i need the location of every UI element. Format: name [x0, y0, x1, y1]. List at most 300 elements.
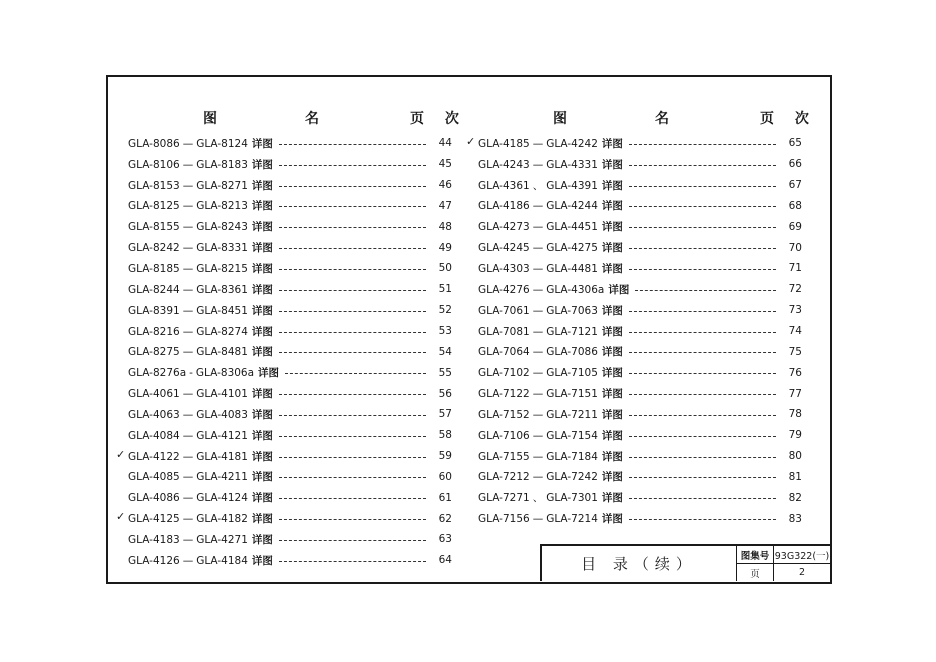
dot-leader [629, 457, 776, 458]
detail-label: 详图 [251, 533, 273, 546]
dot-leader [629, 206, 776, 207]
range-end: GLA-4181 [196, 450, 248, 463]
detail-label: 详图 [601, 492, 623, 505]
range-start: GLA-8275 [128, 346, 180, 359]
dot-leader [279, 144, 426, 145]
range-end: GLA-7184 [546, 450, 598, 463]
page-number: 49 [438, 241, 452, 254]
index-row [478, 154, 802, 175]
range-end: GLA-4306a [546, 283, 605, 296]
dot-leader [285, 373, 426, 374]
detail-label: 详图 [251, 471, 273, 484]
dot-leader [279, 477, 426, 478]
dot-leader [629, 332, 776, 333]
range-start: GLA-8086 [128, 137, 180, 150]
range-separator: — [182, 304, 194, 317]
drawing-range [128, 386, 273, 401]
check-mark: ✓ [116, 447, 126, 461]
dot-leader [629, 248, 776, 249]
range-start: GLA-8276a [128, 367, 187, 380]
drawing-range [478, 469, 623, 484]
range-start: GLA-4243 [478, 158, 530, 171]
index-row [478, 341, 802, 362]
page-number: 68 [788, 199, 802, 212]
check-mark: ✓ [466, 135, 476, 148]
drawing-range [478, 386, 623, 401]
index-row [128, 300, 452, 321]
page-number: 54 [438, 345, 452, 358]
dot-leader [279, 519, 426, 520]
index-row [128, 196, 452, 217]
page-number: 55 [438, 366, 452, 379]
range-start: GLA-4085 [128, 471, 180, 484]
drawing-range [478, 407, 623, 422]
drawing-range [128, 365, 279, 380]
drawing-range [478, 240, 623, 255]
page-number: 48 [438, 220, 452, 233]
dot-leader [279, 248, 426, 249]
range-end: GLA-4083 [196, 408, 248, 421]
drawing-range [478, 198, 623, 213]
range-start: GLA-8244 [128, 283, 180, 296]
index-row [128, 341, 452, 362]
page-number: 52 [438, 304, 452, 317]
range-separator: — [532, 346, 544, 359]
range-end: GLA-8274 [196, 325, 248, 338]
drawing-range [478, 261, 623, 276]
detail-label: 详图 [601, 200, 623, 213]
range-end: GLA-7242 [546, 471, 598, 484]
range-separator: — [182, 325, 194, 338]
range-separator: — [182, 554, 194, 567]
range-end: GLA-4124 [196, 492, 248, 505]
range-start: GLA-7271 [478, 492, 530, 505]
detail-label: 详图 [601, 179, 623, 192]
range-start: GLA-4125 [128, 513, 180, 526]
page-number: 57 [438, 408, 452, 421]
index-row [128, 529, 452, 550]
range-separator: — [532, 262, 544, 275]
left-header-name-char-1: 图 [203, 111, 217, 127]
range-end: GLA-7214 [546, 513, 598, 526]
range-start: GLA-7152 [478, 408, 530, 421]
range-end: GLA-8183 [196, 158, 248, 171]
drawing-range [128, 157, 273, 172]
dot-leader [629, 498, 776, 499]
range-separator: — [532, 367, 544, 380]
detail-label: 详图 [601, 429, 623, 442]
index-row [478, 175, 802, 196]
dot-leader [629, 477, 776, 478]
page-number: 83 [788, 512, 802, 525]
range-end: GLA-7105 [546, 367, 598, 380]
detail-label: 详图 [251, 242, 273, 255]
range-separator: — [182, 450, 194, 463]
dot-leader [629, 352, 776, 353]
left-header-name-char-2: 名 [305, 111, 319, 127]
left-index-column [116, 133, 452, 571]
drawing-range [478, 365, 623, 380]
dot-leader [629, 165, 776, 166]
index-row [128, 175, 452, 196]
range-end: GLA-7301 [546, 492, 598, 505]
drawing-range [128, 532, 273, 547]
detail-label: 详图 [251, 554, 273, 567]
page-number: 79 [788, 429, 802, 442]
dot-leader [629, 186, 776, 187]
drawing-range [128, 553, 273, 568]
title-block-title: 目 录（续） [542, 546, 737, 581]
dot-leader [279, 206, 426, 207]
range-end: GLA-4481 [546, 262, 598, 275]
drawing-range [478, 344, 623, 359]
index-row [128, 383, 452, 404]
range-separator: — [532, 325, 544, 338]
page-number: 47 [438, 199, 452, 212]
range-separator: — [532, 158, 544, 171]
range-separator: — [182, 200, 194, 213]
range-start: GLA-7106 [478, 429, 530, 442]
detail-label: 详图 [251, 158, 273, 171]
range-end: GLA-8215 [196, 262, 248, 275]
page-number: 63 [438, 533, 452, 546]
detail-label: 详图 [251, 513, 273, 526]
drawing-range [128, 240, 273, 255]
range-end: GLA-7151 [546, 388, 598, 401]
page-number: 61 [438, 491, 452, 504]
atlas-number-label: 图集号 [737, 546, 774, 564]
index-row [478, 383, 802, 404]
detail-label: 详图 [251, 492, 273, 505]
detail-label: 详图 [251, 450, 273, 463]
detail-label: 详图 [251, 408, 273, 421]
range-separator: — [532, 137, 544, 150]
drawing-range [128, 407, 273, 422]
range-separator: — [532, 304, 544, 317]
drawing-range [128, 282, 273, 297]
range-end: GLA-7121 [546, 325, 598, 338]
range-end: GLA-4211 [196, 471, 248, 484]
index-row [128, 362, 452, 383]
range-start: GLA-8216 [128, 325, 180, 338]
range-start: GLA-4063 [128, 408, 180, 421]
range-start: GLA-7212 [478, 471, 530, 484]
dot-leader [279, 457, 426, 458]
index-row [478, 425, 802, 446]
detail-label: 详图 [601, 262, 623, 275]
dot-leader [629, 415, 776, 416]
detail-label: 详图 [608, 283, 630, 296]
index-row [128, 237, 452, 258]
drawing-range [478, 324, 623, 339]
dot-leader [629, 394, 776, 395]
range-separator: — [182, 242, 194, 255]
page-number: 65 [788, 137, 802, 150]
range-end: GLA-8271 [196, 179, 248, 192]
range-start: GLA-8391 [128, 304, 180, 317]
detail-label: 详图 [251, 200, 273, 213]
range-start: GLA-7081 [478, 325, 530, 338]
drawing-range [128, 198, 273, 213]
page-number: 72 [788, 283, 802, 296]
drawing-range [478, 178, 623, 193]
detail-label: 详图 [258, 367, 280, 380]
index-row [478, 196, 802, 217]
page-number: 46 [438, 179, 452, 192]
range-end: GLA-4182 [196, 513, 248, 526]
range-start: GLA-8125 [128, 200, 180, 213]
range-start: GLA-8153 [128, 179, 180, 192]
range-separator: — [532, 450, 544, 463]
range-separator: - [189, 367, 193, 380]
dot-leader [629, 227, 776, 228]
detail-label: 详图 [601, 513, 623, 526]
range-separator: — [182, 492, 194, 505]
range-start: GLA-4185 [478, 137, 530, 150]
range-end: GLA-4242 [546, 137, 598, 150]
range-end: GLA-8306a [195, 367, 255, 380]
drawing-range [128, 490, 273, 505]
range-end: GLA-4121 [196, 429, 248, 442]
drawing-range [478, 449, 623, 464]
range-start: GLA-7102 [478, 367, 530, 380]
range-end: GLA-7211 [546, 408, 598, 421]
range-separator: — [182, 283, 194, 296]
detail-label: 详图 [251, 325, 273, 338]
detail-label: 详图 [601, 325, 623, 338]
detail-label: 详图 [251, 137, 273, 150]
range-end: GLA-4391 [546, 179, 598, 192]
range-separator: 、 [532, 179, 544, 192]
drawing-range [128, 303, 273, 318]
range-start: GLA-8242 [128, 242, 180, 255]
range-separator: — [532, 242, 544, 255]
page-number: 73 [788, 304, 802, 317]
drawing-range [128, 428, 273, 443]
index-row [128, 133, 452, 154]
drawing-range [128, 324, 273, 339]
detail-label: 详图 [251, 221, 273, 234]
range-separator: — [182, 408, 194, 421]
range-end: GLA-4271 [196, 533, 248, 546]
range-end: GLA-8481 [196, 346, 248, 359]
dot-leader [279, 540, 426, 541]
dot-leader [629, 436, 776, 437]
detail-label: 详图 [251, 429, 273, 442]
page-number: 69 [788, 220, 802, 233]
page-label: 页 [737, 564, 774, 581]
dot-leader [629, 519, 776, 520]
drawing-range [478, 219, 623, 234]
range-separator: — [182, 179, 194, 192]
index-row [478, 467, 802, 488]
index-row [478, 237, 802, 258]
title-block [540, 544, 830, 581]
range-separator: — [182, 533, 194, 546]
detail-label: 详图 [601, 408, 623, 421]
drawing-range [478, 511, 623, 526]
range-separator: — [182, 388, 194, 401]
page-number: 81 [788, 470, 802, 483]
drawing-range [478, 282, 629, 297]
dot-leader [279, 311, 426, 312]
range-start: GLA-4276 [478, 283, 530, 296]
range-end: GLA-7063 [546, 304, 598, 317]
detail-label: 详图 [251, 346, 273, 359]
index-row [478, 446, 802, 467]
range-separator: — [182, 513, 194, 526]
range-end: GLA-8331 [196, 242, 248, 255]
drawing-range [478, 157, 623, 172]
index-row [478, 300, 802, 321]
index-row [128, 216, 452, 237]
range-start: GLA-7156 [478, 513, 530, 526]
page-number: 76 [788, 366, 802, 379]
range-end: GLA-4451 [546, 221, 598, 234]
drawing-range [478, 490, 623, 505]
range-end: GLA-7086 [546, 346, 598, 359]
right-header-name-char-1: 图 [553, 111, 567, 127]
drawing-range [128, 344, 273, 359]
range-end: GLA-4275 [546, 242, 598, 255]
range-separator: — [182, 471, 194, 484]
page-number: 58 [438, 429, 452, 442]
detail-label: 详图 [601, 137, 623, 150]
range-start: GLA-7061 [478, 304, 530, 317]
range-start: GLA-7122 [478, 388, 530, 401]
drawing-range [128, 219, 273, 234]
page-number-value: 2 [798, 567, 806, 578]
index-row [478, 216, 802, 237]
range-separator: — [182, 137, 194, 150]
right-header-page: 页 次 [760, 111, 817, 127]
detail-label: 详图 [251, 179, 273, 192]
page-number: 71 [788, 262, 802, 275]
range-start: GLA-4245 [478, 242, 530, 255]
range-separator: — [532, 388, 544, 401]
page-number: 53 [438, 325, 452, 338]
dot-leader [279, 352, 426, 353]
page-number: 51 [438, 283, 452, 296]
page-number: 67 [788, 179, 802, 192]
dot-leader [279, 186, 426, 187]
dot-leader [629, 269, 776, 270]
page-number: 82 [788, 491, 802, 504]
page-number: 50 [438, 262, 452, 275]
range-start: GLA-8155 [128, 221, 180, 234]
range-end: GLA-8451 [196, 304, 248, 317]
range-start: GLA-8106 [128, 158, 180, 171]
range-end: GLA-4101 [196, 388, 248, 401]
index-row [478, 258, 802, 279]
range-separator: — [182, 346, 194, 359]
detail-label: 详图 [251, 283, 273, 296]
range-separator: — [182, 158, 194, 171]
range-separator: — [532, 429, 544, 442]
detail-label: 详图 [601, 367, 623, 380]
drawing-range [128, 469, 273, 484]
range-start: GLA-4084 [128, 429, 180, 442]
detail-label: 详图 [601, 242, 623, 255]
index-row [478, 508, 802, 529]
index-row [478, 404, 802, 425]
page-number: 66 [788, 158, 802, 171]
index-row [478, 362, 802, 383]
check-mark: ✓ [116, 510, 126, 524]
dot-leader [629, 311, 776, 312]
range-start: GLA-4126 [128, 554, 180, 567]
index-row [128, 279, 452, 300]
page-number: 45 [438, 158, 452, 171]
range-start: GLA-4086 [128, 492, 180, 505]
index-row [466, 133, 802, 154]
range-end: GLA-8361 [196, 283, 248, 296]
dot-leader [279, 394, 426, 395]
range-end: GLA-8213 [196, 200, 248, 213]
range-end: GLA-4184 [196, 554, 248, 567]
right-index-column [466, 133, 802, 529]
page-number: 75 [788, 345, 802, 358]
page-number: 60 [438, 470, 452, 483]
range-end: GLA-4244 [546, 200, 598, 213]
range-separator: — [532, 471, 544, 484]
drawing-range [128, 136, 273, 151]
index-row [478, 321, 802, 342]
index-row [128, 154, 452, 175]
dot-leader [629, 373, 776, 374]
range-start: GLA-4186 [478, 200, 530, 213]
dot-leader [279, 269, 426, 270]
range-end: GLA-7154 [546, 429, 598, 442]
dot-leader [279, 290, 426, 291]
range-start: GLA-4273 [478, 221, 530, 234]
dot-leader [629, 144, 776, 145]
page-number: 70 [788, 241, 802, 254]
dot-leader [279, 415, 426, 416]
detail-label: 详图 [601, 221, 623, 234]
left-header-page: 页 次 [410, 111, 467, 127]
detail-label: 详图 [251, 388, 273, 401]
index-row [128, 425, 452, 446]
index-row [478, 279, 802, 300]
drawing-range [478, 136, 623, 151]
index-row [116, 446, 452, 467]
range-separator: — [532, 408, 544, 421]
index-row [128, 487, 452, 508]
drawing-range [128, 449, 273, 464]
drawing-range [128, 261, 273, 276]
right-header-name-char-2: 名 [655, 111, 669, 127]
range-end: GLA-4331 [546, 158, 598, 171]
index-row [128, 550, 452, 571]
range-separator: — [532, 200, 544, 213]
index-row [128, 467, 452, 488]
range-separator: — [182, 429, 194, 442]
page-number: 77 [788, 387, 802, 400]
range-start: GLA-7064 [478, 346, 530, 359]
dot-leader [279, 436, 426, 437]
drawing-range [128, 511, 273, 526]
dot-leader [279, 561, 426, 562]
range-start: GLA-4183 [128, 533, 180, 546]
page-number: 44 [438, 137, 452, 150]
range-separator: — [532, 513, 544, 526]
detail-label: 详图 [601, 471, 623, 484]
page-number: 64 [438, 554, 452, 567]
range-start: GLA-7155 [478, 450, 530, 463]
range-start: GLA-4303 [478, 262, 530, 275]
detail-label: 详图 [601, 304, 623, 317]
